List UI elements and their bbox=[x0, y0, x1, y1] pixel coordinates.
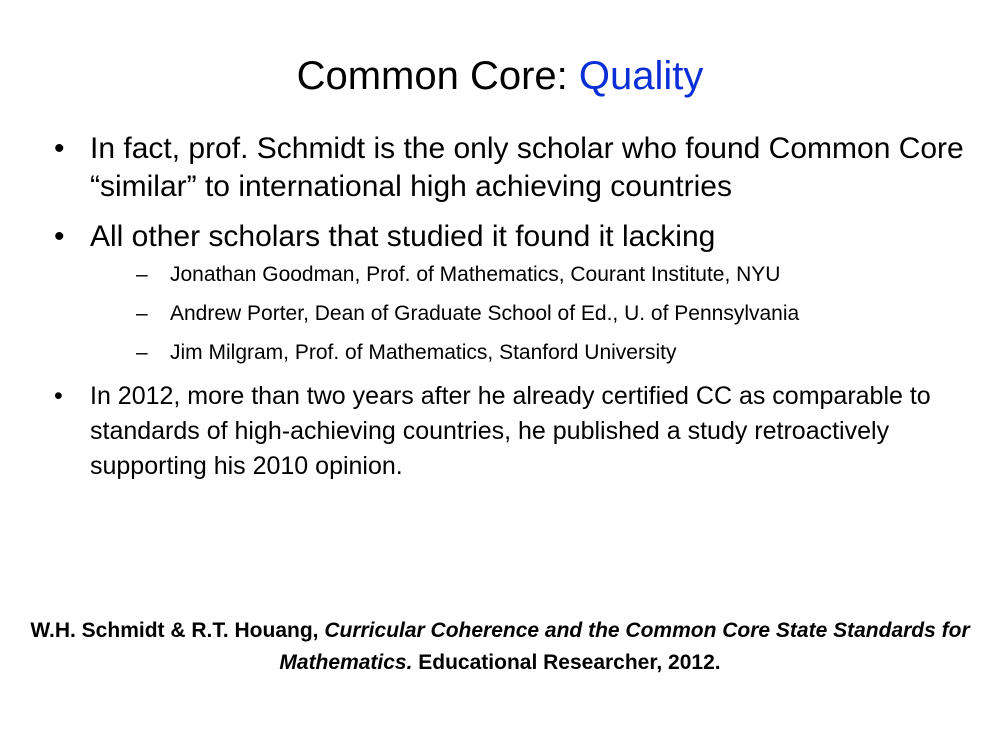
bullet-text: In fact, prof. Schmidt is the only scholar who found Common Core “similar” to international high achieving countries bbox=[90, 132, 964, 203]
slide-title bbox=[0, 50, 1000, 102]
title-accent: Quality bbox=[578, 54, 704, 98]
citation bbox=[0, 615, 1000, 679]
sub-bullet-text: Andrew Porter, Dean of Graduate School of Ed., U. of Pennsylvania bbox=[170, 302, 800, 325]
bullet-text: All other scholars that studied it found it lacking bbox=[90, 220, 716, 253]
bullet-icon: • bbox=[54, 220, 65, 253]
sub-bullet-text: Jim Milgram, Prof. of Mathematics, Stanford University bbox=[170, 341, 677, 364]
sub-bullet-text: Jonathan Goodman, Prof. of Mathematics, Courant Institute, NYU bbox=[170, 263, 781, 286]
bullet-item bbox=[54, 379, 974, 484]
bullet-icon: • bbox=[54, 132, 65, 165]
dash-icon: – bbox=[136, 302, 148, 325]
title-main: Common Core: bbox=[296, 54, 579, 98]
bullet-text: In 2012, more than two years after he already certified CC as comparable to standards of high-achieving countries, he published a study retroactively supporting his 2010 opinion. bbox=[90, 382, 931, 480]
bullet-item bbox=[54, 218, 974, 366]
citation-title: Curricular Coherence and the Common Core State Standards for Mathematics. bbox=[279, 619, 970, 674]
sub-bullet-list bbox=[90, 262, 974, 366]
citation-venue: Educational Researcher, 2012. bbox=[412, 651, 721, 674]
dash-icon: – bbox=[136, 341, 148, 364]
bullet-item bbox=[54, 130, 974, 206]
sub-bullet-item bbox=[90, 340, 974, 366]
dash-icon: – bbox=[136, 263, 148, 286]
sub-bullet-item bbox=[90, 262, 974, 288]
bullet-list bbox=[54, 130, 974, 496]
citation-authors: W.H. Schmidt & R.T. Houang, bbox=[30, 619, 325, 642]
sub-bullet-item bbox=[90, 301, 974, 327]
bullet-icon: • bbox=[54, 382, 63, 410]
